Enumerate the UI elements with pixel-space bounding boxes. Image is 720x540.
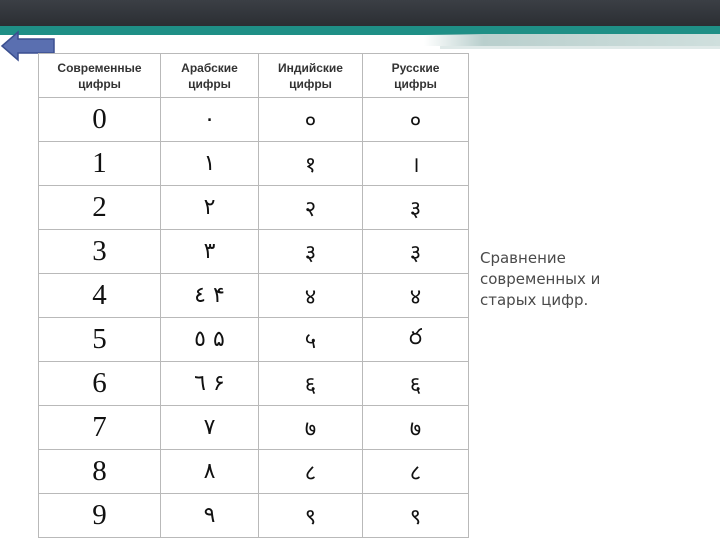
- cell-modern: 3: [39, 230, 161, 274]
- caption-line: Сравнение: [480, 249, 566, 267]
- cell-indian: ८: [259, 450, 363, 494]
- table-row: [39, 450, 469, 494]
- cell-indian: १: [259, 142, 363, 186]
- slide-caption: [480, 248, 670, 311]
- cell-arabic: ٩: [161, 494, 259, 538]
- table-row: [39, 494, 469, 538]
- cell-modern: 0: [39, 98, 161, 142]
- cell-indian: ५: [259, 318, 363, 362]
- cell-indian: ९: [259, 494, 363, 538]
- header-indian-line2: цифры: [289, 76, 332, 91]
- cell-arabic: ٥ ۵: [161, 318, 259, 362]
- caption-line: старых цифр.: [480, 291, 589, 309]
- cell-modern: 8: [39, 450, 161, 494]
- table-row: [39, 98, 469, 142]
- header-arabic: [161, 54, 259, 98]
- cell-arabic: ٣: [161, 230, 259, 274]
- header-indian-line1: Индийские: [278, 60, 343, 75]
- cell-russian: ७: [363, 406, 469, 450]
- header-russian-line1: Русские: [391, 60, 440, 75]
- cell-russian: ४: [363, 274, 469, 318]
- cell-modern: 6: [39, 362, 161, 406]
- cell-arabic: ١: [161, 142, 259, 186]
- table-row: [39, 274, 469, 318]
- header-indian: [259, 54, 363, 98]
- cell-modern: 5: [39, 318, 161, 362]
- cell-russian: ६: [363, 362, 469, 406]
- header-arabic-line1: Арабские: [181, 60, 238, 75]
- table-header-row: [39, 54, 469, 98]
- cell-modern: 1: [39, 142, 161, 186]
- cell-indian: ०: [259, 98, 363, 142]
- caption-line: современных и: [480, 270, 601, 288]
- cell-russian: ర: [363, 318, 469, 362]
- table-row: [39, 406, 469, 450]
- cell-modern: 4: [39, 274, 161, 318]
- cell-arabic: ٠: [161, 98, 259, 142]
- table-row: [39, 362, 469, 406]
- header-arabic-line2: цифры: [188, 76, 231, 91]
- cell-indian: ६: [259, 362, 363, 406]
- cell-indian: २: [259, 186, 363, 230]
- cell-indian: ४: [259, 274, 363, 318]
- cell-russian: ।: [363, 142, 469, 186]
- cell-modern: 7: [39, 406, 161, 450]
- table-row: [39, 186, 469, 230]
- table-row: [39, 230, 469, 274]
- cell-russian: ३: [363, 230, 469, 274]
- slide-accent-line: [440, 46, 720, 49]
- slide-accent-band: [424, 34, 720, 46]
- header-modern: [39, 54, 161, 98]
- cell-modern: 9: [39, 494, 161, 538]
- cell-arabic: ٤ ۴: [161, 274, 259, 318]
- header-russian-line2: цифры: [394, 76, 437, 91]
- cell-russian: ९: [363, 494, 469, 538]
- cell-indian: ७: [259, 406, 363, 450]
- cell-russian: ३: [363, 186, 469, 230]
- cell-russian: ८: [363, 450, 469, 494]
- cell-arabic: ٦ ۶: [161, 362, 259, 406]
- table-row: [39, 142, 469, 186]
- digits-comparison-table: [38, 53, 469, 538]
- cell-arabic: ٢: [161, 186, 259, 230]
- header-russian: [363, 54, 469, 98]
- cell-arabic: ٧: [161, 406, 259, 450]
- header-modern-line1: Современные: [57, 60, 142, 75]
- cell-russian: ०: [363, 98, 469, 142]
- header-modern-line2: цифры: [78, 76, 121, 91]
- slide-top-bar: [0, 0, 720, 26]
- cell-indian: ३: [259, 230, 363, 274]
- table-row: [39, 318, 469, 362]
- cell-modern: 2: [39, 186, 161, 230]
- cell-arabic: ٨: [161, 450, 259, 494]
